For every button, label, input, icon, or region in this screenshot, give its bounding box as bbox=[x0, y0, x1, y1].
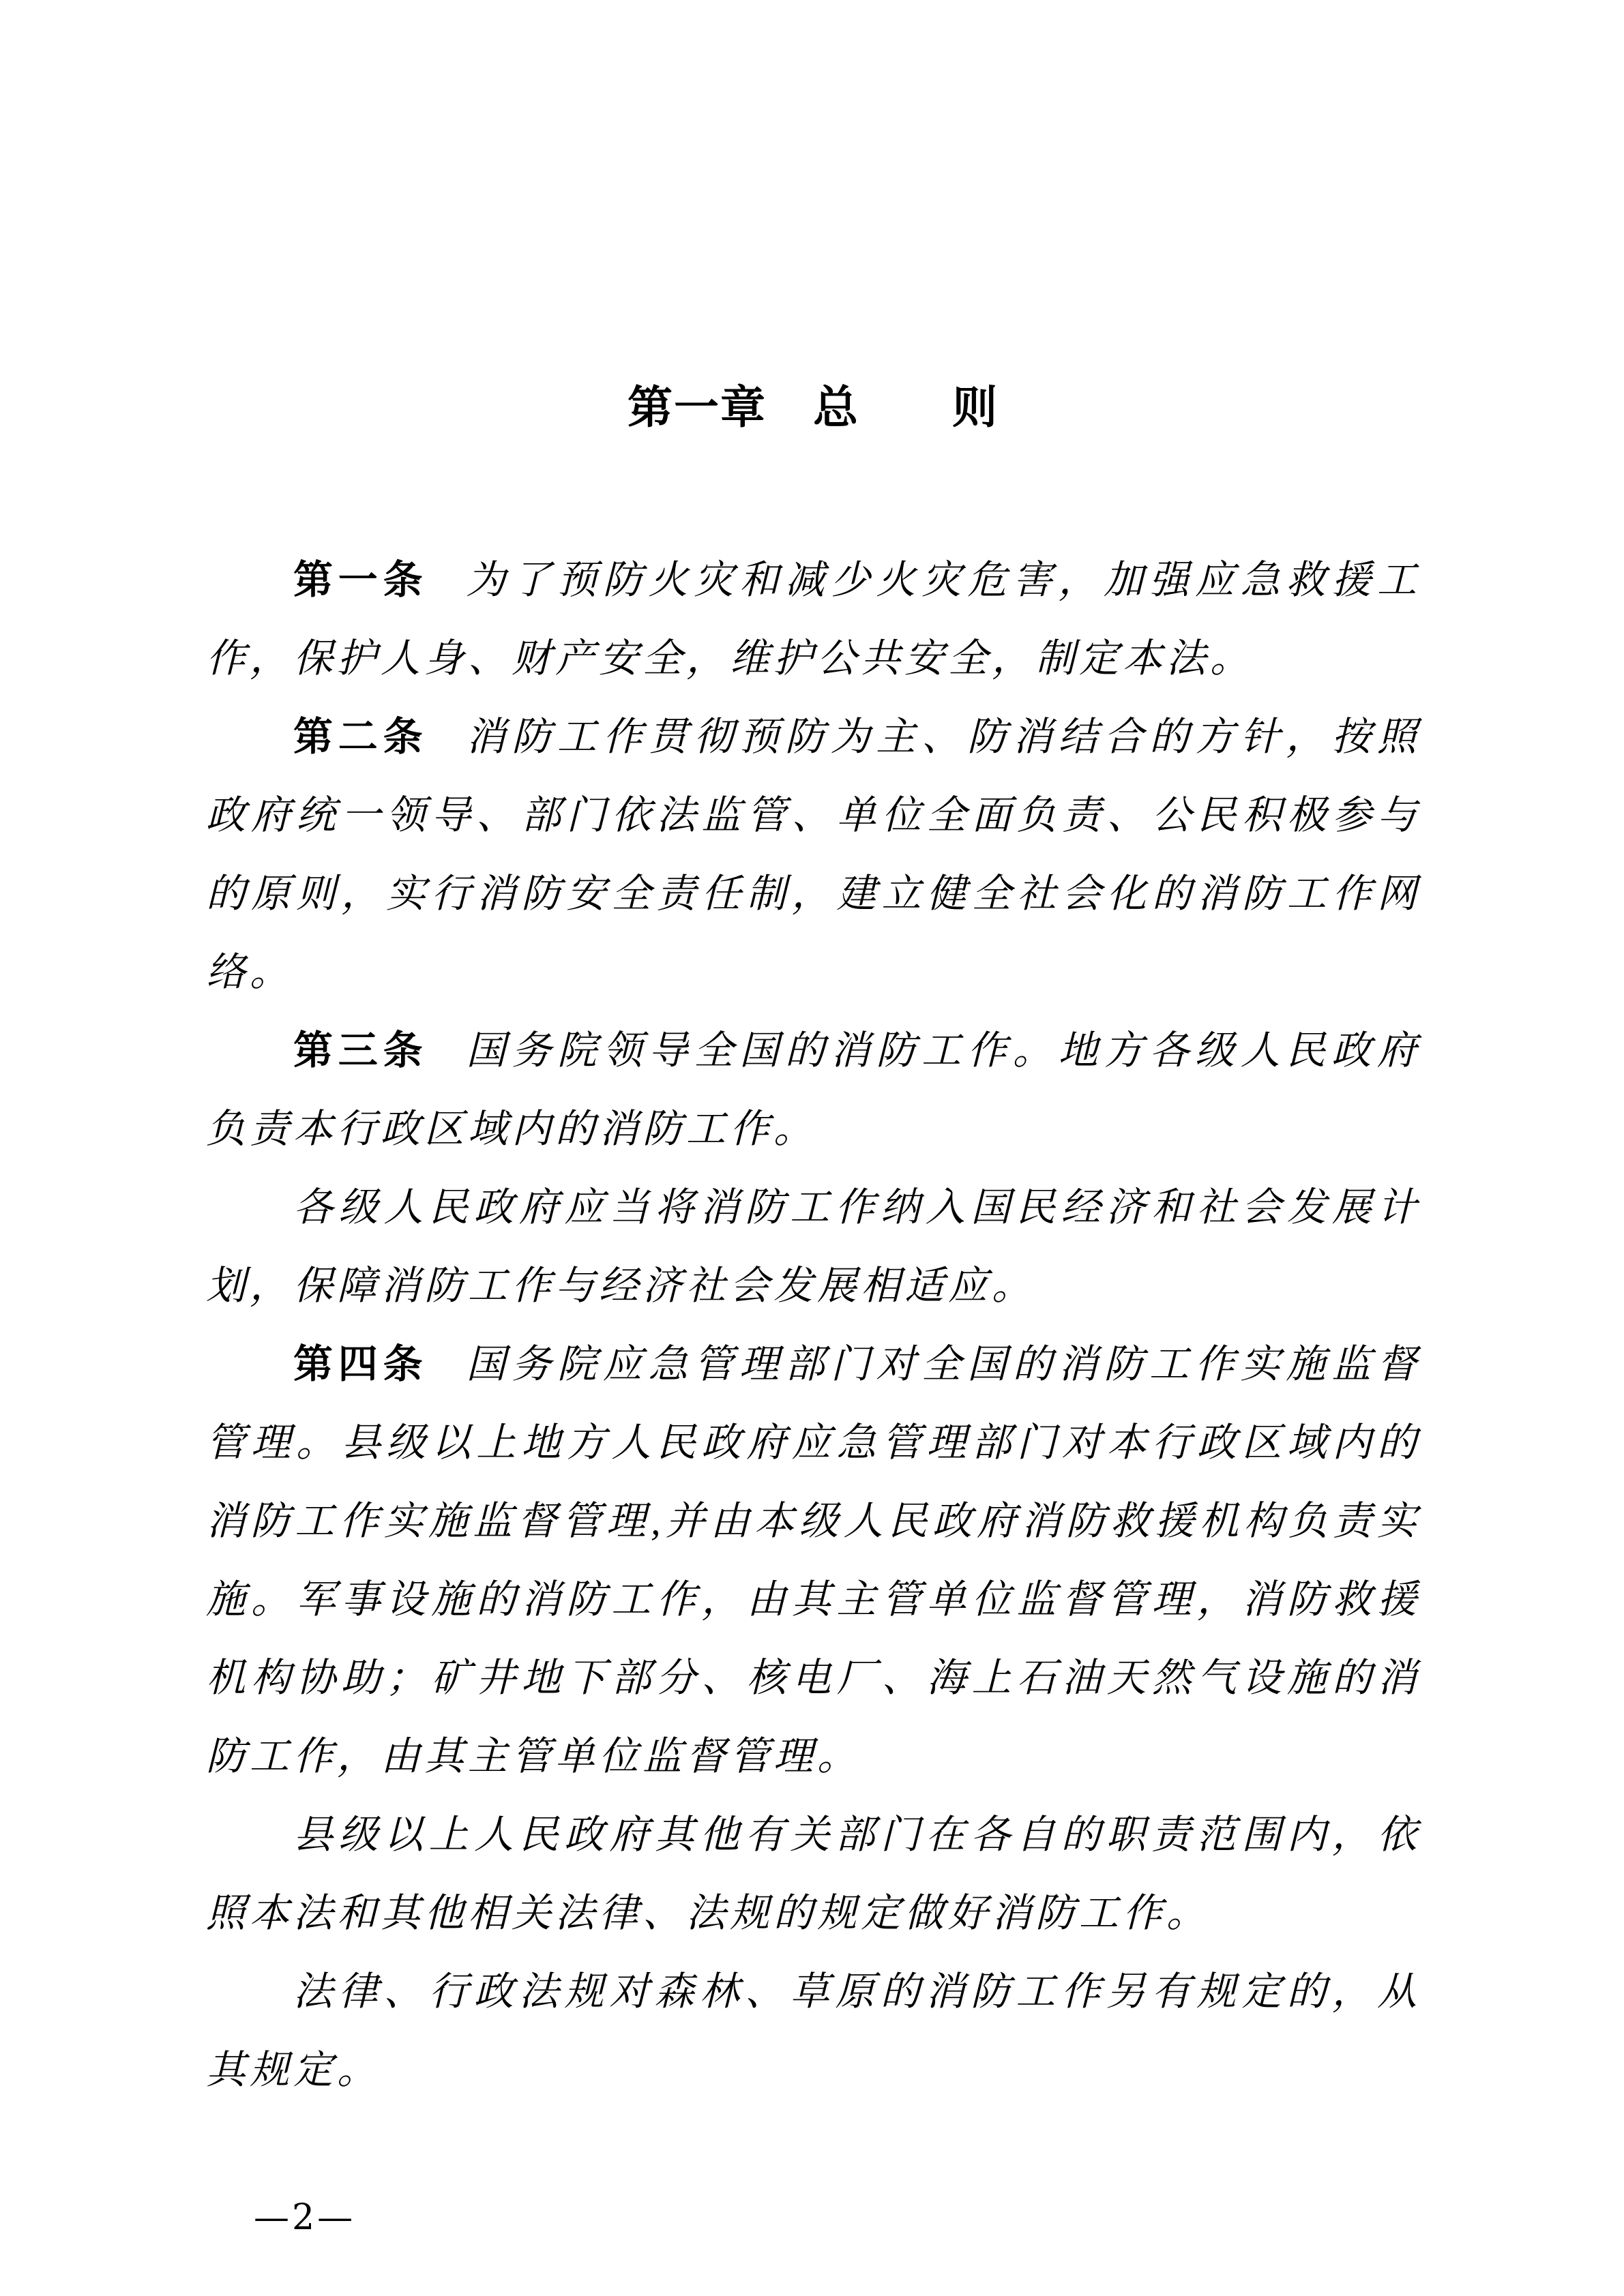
article-text: 法律、行政法规对森林、草原的消防工作另有规定的，从其规定。 bbox=[206, 1969, 1421, 2092]
chapter-title: 第一章 总 则 bbox=[628, 382, 999, 432]
paragraph-article-4-clause-2 bbox=[206, 1795, 1421, 1952]
article-text: 消防工作贯彻预防为主、防消结合的方针，按照政府统一领导、部门依法监管、单位全面负责、公民积极参与的原则，实行消防安全责任制，建立健全社会化的消防工作网络。 bbox=[206, 715, 1421, 994]
paragraph-article-3 bbox=[206, 1011, 1421, 1168]
paragraph-article-3-clause-2 bbox=[206, 1168, 1421, 1325]
paragraph-article-4 bbox=[206, 1325, 1421, 1795]
paragraph-article-2 bbox=[206, 698, 1421, 1011]
paragraph-article-4-clause-3 bbox=[206, 1952, 1421, 2109]
article-text: 国务院领导全国的消防工作。地方各级人民政府负责本行政区域内的消防工作。 bbox=[206, 1028, 1421, 1151]
article-text: 县级以上人民政府其他有关部门在各自的职责范围内，依照本法和其他相关法律、法规的规定做好消防工作。 bbox=[206, 1813, 1421, 1935]
article-text: 各级人民政府应当将消防工作纳入国民经济和社会发展计划，保障消防工作与经济社会发展相适应。 bbox=[206, 1185, 1421, 1308]
paragraph-article-1 bbox=[206, 541, 1421, 698]
article-number: 第三条 bbox=[293, 1028, 428, 1073]
page-number: —2— bbox=[254, 2197, 356, 2238]
article-text: 国务院应急管理部门对全国的消防工作实施监督管理。县级以上地方人民政府应急管理部门对本行政区域内的消防工作实施监督管理,并由本级人民政府消防救援机构负责实施。军事设施的消防工作，由其主管单位监督管理，消防救援机构协助；矿井地下部分、核电厂、海上石油天然气设施的消防工作，由其主管单位监督管理。 bbox=[206, 1342, 1421, 1778]
article-number: 第二条 bbox=[293, 715, 428, 759]
article-number: 第一条 bbox=[293, 558, 428, 602]
article-text: 为了预防火灾和减少火灾危害，加强应急救援工作，保护人身、财产安全，维护公共安全，制定本法。 bbox=[206, 558, 1421, 681]
document-body bbox=[206, 541, 1421, 2109]
article-number: 第四条 bbox=[293, 1342, 428, 1386]
